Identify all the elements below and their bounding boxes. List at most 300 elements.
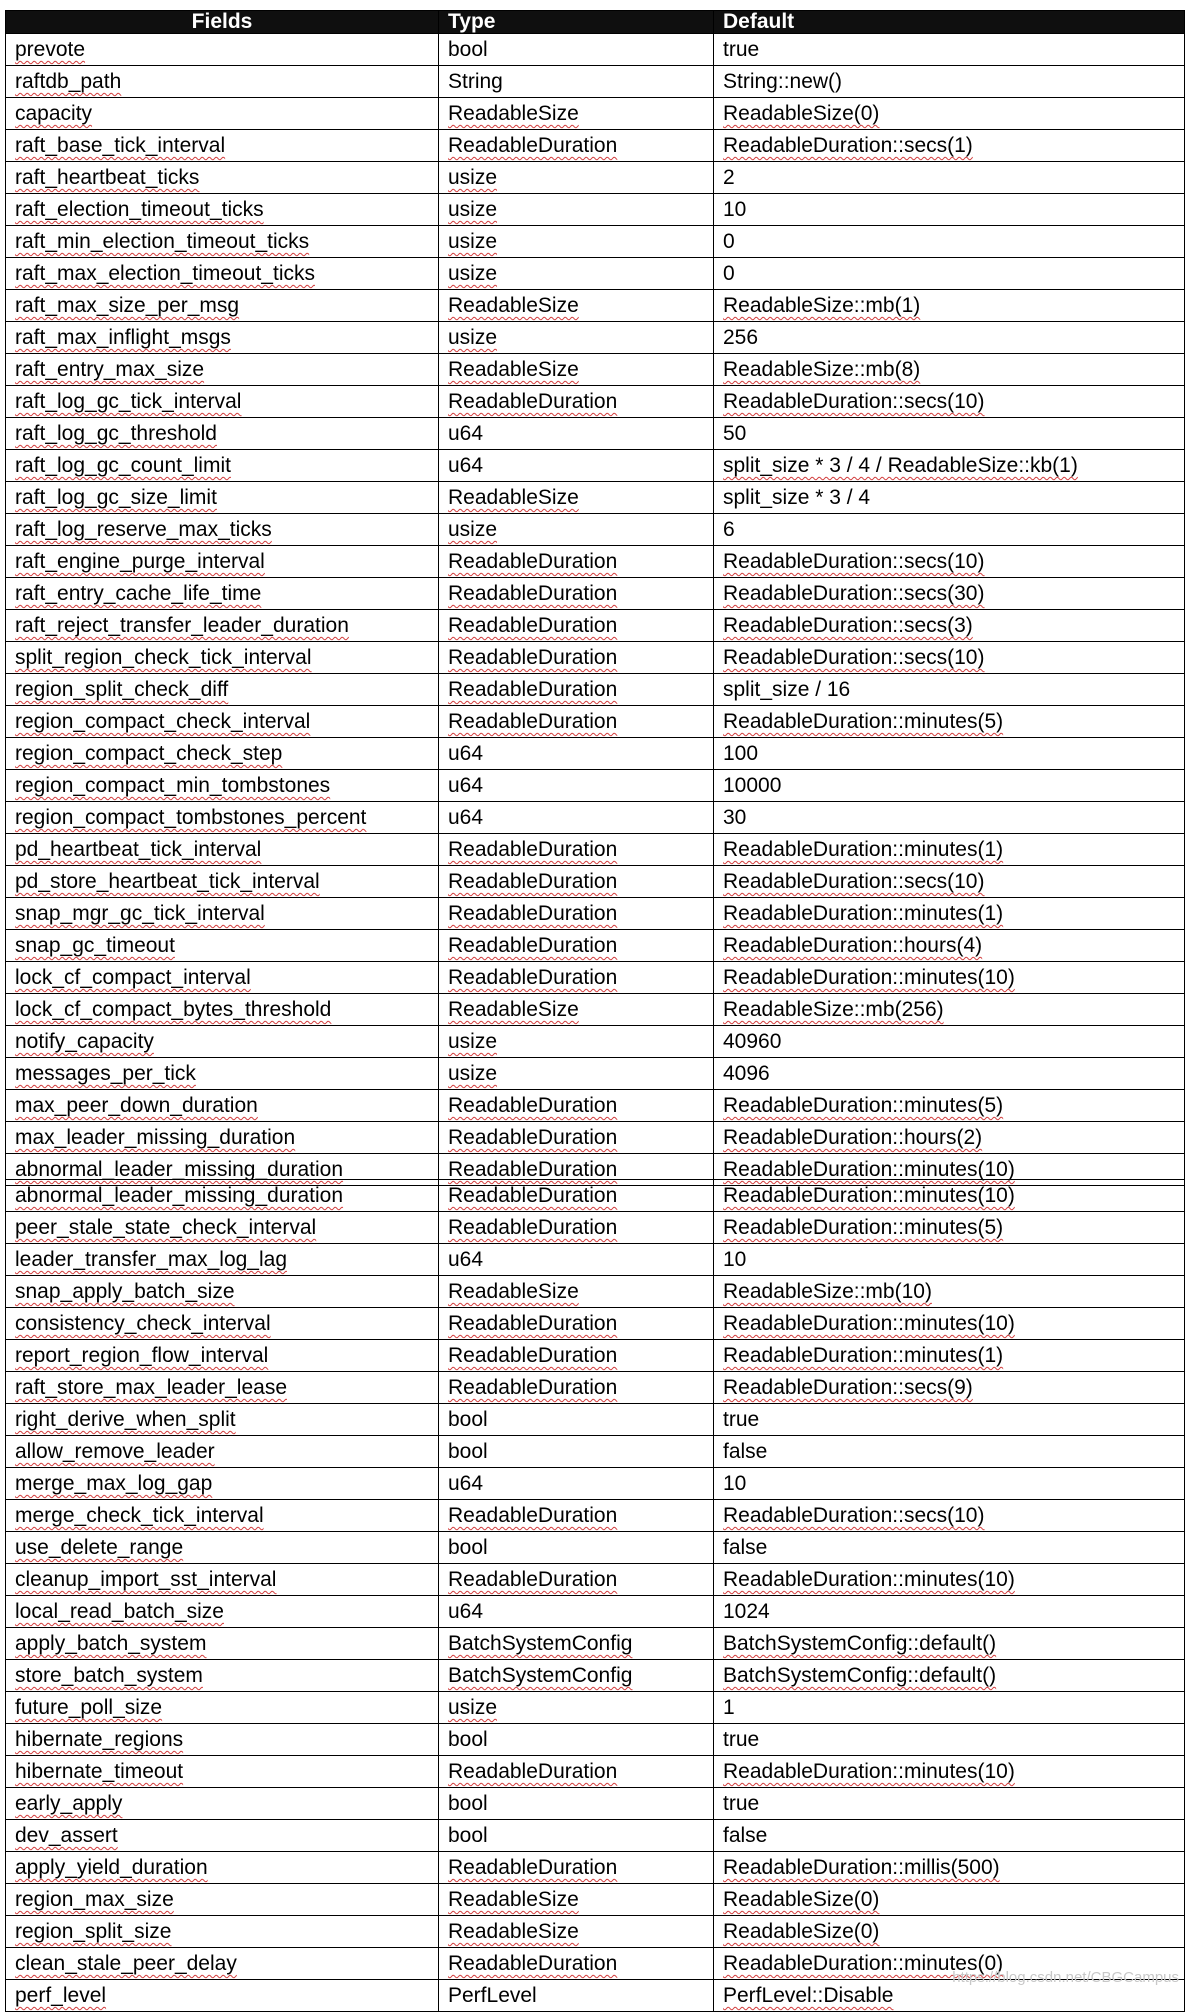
field-default-text: ReadableDuration::minutes(10) xyxy=(723,1760,1015,1783)
field-name-cell xyxy=(6,1026,439,1058)
field-default-text: BatchSystemConfig::default() xyxy=(723,1664,997,1687)
field-default-cell xyxy=(714,962,1185,994)
field-name-cell xyxy=(6,1180,439,1212)
field-name-text: hibernate_timeout xyxy=(15,1760,184,1783)
field-name-text: consistency_check_interval xyxy=(15,1312,271,1335)
watermark-text: https://blog.csdn.net/CBGCampus xyxy=(952,1969,1179,1986)
field-type-cell xyxy=(439,1788,714,1820)
field-name-text: cleanup_import_sst_interval xyxy=(15,1568,277,1591)
field-default-text: ReadableSize(0) xyxy=(723,102,880,125)
table-row xyxy=(6,1308,1185,1340)
field-default-text: true xyxy=(723,1408,760,1431)
table-row xyxy=(6,66,1185,98)
field-type-cell xyxy=(439,1692,714,1724)
field-name-cell xyxy=(6,1340,439,1372)
table-row xyxy=(6,802,1185,834)
field-type-cell xyxy=(439,802,714,834)
field-name-cell xyxy=(6,1564,439,1596)
field-name-cell xyxy=(6,1276,439,1308)
field-default-cell xyxy=(714,546,1185,578)
field-default-text: 10000 xyxy=(723,774,782,797)
table-row xyxy=(6,258,1185,290)
field-name-text: raft_engine_purge_interval xyxy=(15,550,265,573)
field-name-text: raft_store_max_leader_lease xyxy=(15,1376,287,1399)
field-type-text: ReadableDuration xyxy=(448,390,618,413)
field-type-text: usize xyxy=(448,198,498,221)
field-type-cell xyxy=(439,1500,714,1532)
field-type-text: ReadableDuration xyxy=(448,966,618,989)
field-type-text: u64 xyxy=(448,806,484,829)
field-default-text: ReadableDuration::minutes(10) xyxy=(723,1184,1015,1207)
field-default-text: split_size / 16 xyxy=(723,678,851,701)
field-type-cell xyxy=(439,1820,714,1852)
field-default-cell xyxy=(714,1628,1185,1660)
table-row xyxy=(6,450,1185,482)
field-type-text: BatchSystemConfig xyxy=(448,1632,633,1655)
field-type-text: ReadableSize xyxy=(448,998,579,1021)
field-name-cell xyxy=(6,1596,439,1628)
field-default-cell xyxy=(714,1058,1185,1090)
field-type-cell xyxy=(439,1532,714,1564)
field-type-cell xyxy=(439,194,714,226)
field-name-cell xyxy=(6,1980,439,2012)
field-type-text: usize xyxy=(448,230,498,253)
field-name-text: merge_check_tick_interval xyxy=(15,1504,264,1527)
field-type-text: ReadableSize xyxy=(448,358,579,381)
field-name-cell xyxy=(6,130,439,162)
field-default-text: ReadableDuration::secs(9) xyxy=(723,1376,973,1399)
field-type-cell xyxy=(439,1916,714,1948)
field-name-cell xyxy=(6,66,439,98)
field-type-text: u64 xyxy=(448,742,484,765)
field-name-cell xyxy=(6,1756,439,1788)
field-type-cell xyxy=(439,226,714,258)
field-default-text: ReadableDuration::hours(2) xyxy=(723,1126,983,1149)
field-name-text: raft_heartbeat_ticks xyxy=(15,166,200,189)
field-default-text: 10 xyxy=(723,198,747,221)
field-type-text: ReadableDuration xyxy=(448,1126,618,1149)
field-default-cell xyxy=(714,1308,1185,1340)
table-row xyxy=(6,1212,1185,1244)
field-type-text: ReadableDuration xyxy=(448,1094,618,1117)
table-row xyxy=(6,1884,1185,1916)
field-name-text: raft_max_election_timeout_ticks xyxy=(15,262,315,285)
table-row xyxy=(6,1852,1185,1884)
field-type-text: ReadableDuration xyxy=(448,1376,618,1399)
field-type-text: ReadableDuration xyxy=(448,1312,618,1335)
field-default-cell xyxy=(714,1788,1185,1820)
table-row xyxy=(6,1916,1185,1948)
field-default-cell xyxy=(714,1090,1185,1122)
field-default-text: 2 xyxy=(723,166,735,189)
field-name-text: raft_max_inflight_msgs xyxy=(15,326,231,349)
field-type-text: ReadableDuration xyxy=(448,1952,618,1975)
field-default-cell xyxy=(714,1820,1185,1852)
field-type-cell xyxy=(439,642,714,674)
field-default-text: ReadableDuration::secs(10) xyxy=(723,1504,985,1527)
field-default-text: 0 xyxy=(723,262,735,285)
field-default-text: true xyxy=(723,1728,760,1751)
field-default-cell xyxy=(714,834,1185,866)
field-type-text: usize xyxy=(448,262,498,285)
field-name-text: abnormal_leader_missing_duration xyxy=(15,1184,344,1207)
field-type-text: ReadableDuration xyxy=(448,1504,618,1527)
field-type-text: usize xyxy=(448,1030,498,1053)
field-type-cell xyxy=(439,1468,714,1500)
field-type-cell xyxy=(439,450,714,482)
field-name-cell xyxy=(6,738,439,770)
field-name-cell xyxy=(6,1244,439,1276)
field-type-cell xyxy=(439,770,714,802)
field-name-cell xyxy=(6,1436,439,1468)
field-default-cell xyxy=(714,1404,1185,1436)
field-default-cell xyxy=(714,1596,1185,1628)
field-default-cell xyxy=(714,578,1185,610)
table-row xyxy=(6,162,1185,194)
table-row xyxy=(6,1122,1185,1154)
field-default-cell xyxy=(714,226,1185,258)
table-row xyxy=(6,1244,1185,1276)
field-name-cell xyxy=(6,1122,439,1154)
table-row xyxy=(6,194,1185,226)
table-row xyxy=(6,834,1185,866)
field-name-text: pd_heartbeat_tick_interval xyxy=(15,838,262,861)
field-type-cell xyxy=(439,66,714,98)
table-row xyxy=(6,1596,1185,1628)
field-name-text: region_split_size xyxy=(15,1920,172,1943)
field-default-cell xyxy=(714,642,1185,674)
field-type-text: ReadableDuration xyxy=(448,870,618,893)
field-name-text: lock_cf_compact_bytes_threshold xyxy=(15,998,332,1021)
field-type-cell xyxy=(439,514,714,546)
field-name-text: raft_entry_max_size xyxy=(15,358,205,381)
field-default-cell xyxy=(714,322,1185,354)
field-default-text: 4096 xyxy=(723,1062,770,1085)
field-default-text: ReadableDuration::secs(30) xyxy=(723,582,985,605)
table-row xyxy=(6,674,1185,706)
field-name-cell xyxy=(6,1404,439,1436)
table-row xyxy=(6,130,1185,162)
field-default-text: ReadableDuration::secs(10) xyxy=(723,870,985,893)
field-name-text: region_split_check_diff xyxy=(15,678,229,701)
table-row xyxy=(6,994,1185,1026)
field-default-cell xyxy=(714,450,1185,482)
field-default-cell xyxy=(714,130,1185,162)
field-name-cell xyxy=(6,1212,439,1244)
header-type: Type xyxy=(439,11,714,34)
field-default-cell xyxy=(714,674,1185,706)
table-row xyxy=(6,1468,1185,1500)
field-type-cell xyxy=(439,1212,714,1244)
field-name-text: snap_gc_timeout xyxy=(15,934,175,957)
field-name-text: raftdb_path xyxy=(15,70,122,93)
field-type-text: PerfLevel xyxy=(448,1984,537,2007)
field-name-text: hibernate_regions xyxy=(15,1728,184,1751)
table-row xyxy=(6,1276,1185,1308)
field-type-cell xyxy=(439,1372,714,1404)
field-type-cell xyxy=(439,1276,714,1308)
field-type-cell xyxy=(439,1980,714,2012)
table-body-top xyxy=(6,34,1185,1186)
field-name-cell xyxy=(6,1660,439,1692)
field-type-text: BatchSystemConfig xyxy=(448,1664,633,1687)
field-default-text: ReadableDuration::minutes(10) xyxy=(723,1158,1015,1181)
field-default-cell xyxy=(714,738,1185,770)
table-row xyxy=(6,1788,1185,1820)
field-name-text: capacity xyxy=(15,102,93,125)
field-default-cell xyxy=(714,802,1185,834)
field-type-cell xyxy=(439,1058,714,1090)
table-row xyxy=(6,418,1185,450)
table-row xyxy=(6,962,1185,994)
table-row xyxy=(6,1500,1185,1532)
field-type-cell xyxy=(439,1724,714,1756)
field-default-text: ReadableSize(0) xyxy=(723,1920,880,1943)
field-type-text: ReadableSize xyxy=(448,1920,579,1943)
table-row xyxy=(6,514,1185,546)
field-type-text: ReadableDuration xyxy=(448,134,618,157)
field-name-cell xyxy=(6,1058,439,1090)
field-type-cell xyxy=(439,610,714,642)
field-default-cell xyxy=(714,66,1185,98)
field-type-cell xyxy=(439,1884,714,1916)
field-type-text: bool xyxy=(448,1792,488,1815)
field-name-text: max_leader_missing_duration xyxy=(15,1126,296,1149)
field-name-text: report_region_flow_interval xyxy=(15,1344,269,1367)
field-name-cell xyxy=(6,770,439,802)
field-default-text: 1024 xyxy=(723,1600,770,1623)
field-default-text: ReadableSize::mb(1) xyxy=(723,294,921,317)
field-default-cell xyxy=(714,1500,1185,1532)
field-type-cell xyxy=(439,546,714,578)
table-row xyxy=(6,1564,1185,1596)
field-name-cell xyxy=(6,1820,439,1852)
table-row xyxy=(6,1756,1185,1788)
field-name-text: raft_reject_transfer_leader_duration xyxy=(15,614,349,637)
field-name-text: future_poll_size xyxy=(15,1696,163,1719)
field-default-cell xyxy=(714,1724,1185,1756)
field-default-text: ReadableDuration::minutes(1) xyxy=(723,838,1004,861)
field-type-text: ReadableSize xyxy=(448,486,579,509)
field-name-text: early_apply xyxy=(15,1792,123,1815)
field-type-text: usize xyxy=(448,166,498,189)
field-name-text: perf_level xyxy=(15,1984,107,2007)
field-default-cell xyxy=(714,1212,1185,1244)
field-default-cell xyxy=(714,1532,1185,1564)
field-name-cell xyxy=(6,1692,439,1724)
field-name-cell xyxy=(6,258,439,290)
table-row xyxy=(6,706,1185,738)
field-default-text: 10 xyxy=(723,1472,747,1495)
field-type-text: bool xyxy=(448,1408,488,1431)
field-name-cell xyxy=(6,1948,439,1980)
field-name-cell xyxy=(6,1532,439,1564)
field-type-cell xyxy=(439,1756,714,1788)
field-name-text: notify_capacity xyxy=(15,1030,154,1053)
field-name-text: split_region_check_tick_interval xyxy=(15,646,312,669)
field-type-cell xyxy=(439,1404,714,1436)
field-default-text: ReadableDuration::minutes(5) xyxy=(723,1216,1004,1239)
field-type-cell xyxy=(439,322,714,354)
field-type-cell xyxy=(439,866,714,898)
table-row xyxy=(6,1180,1185,1212)
field-default-text: PerfLevel::Disable xyxy=(723,1984,894,2007)
field-default-cell xyxy=(714,866,1185,898)
table-row xyxy=(6,1436,1185,1468)
field-name-cell xyxy=(6,450,439,482)
table-row xyxy=(6,738,1185,770)
field-type-text: u64 xyxy=(448,1248,484,1271)
field-type-text: String xyxy=(448,70,503,93)
field-type-cell xyxy=(439,1244,714,1276)
field-name-cell xyxy=(6,1500,439,1532)
field-default-text: ReadableDuration::millis(500) xyxy=(723,1856,1000,1879)
field-name-cell xyxy=(6,578,439,610)
table-row xyxy=(6,354,1185,386)
field-type-text: ReadableSize xyxy=(448,1280,579,1303)
field-default-text: ReadableDuration::minutes(10) xyxy=(723,1568,1015,1591)
table-row xyxy=(6,866,1185,898)
field-type-text: ReadableDuration xyxy=(448,614,618,637)
table-row xyxy=(6,1660,1185,1692)
field-type-cell xyxy=(439,1596,714,1628)
field-type-cell xyxy=(439,578,714,610)
field-type-cell xyxy=(439,290,714,322)
field-type-text: bool xyxy=(448,38,488,61)
field-name-text: pd_store_heartbeat_tick_interval xyxy=(15,870,320,893)
field-default-text: ReadableDuration::secs(10) xyxy=(723,390,985,413)
table-row xyxy=(6,930,1185,962)
table-row xyxy=(6,610,1185,642)
field-default-text: ReadableDuration::minutes(1) xyxy=(723,902,1004,925)
field-default-text: false xyxy=(723,1824,768,1847)
table-row xyxy=(6,1820,1185,1852)
field-default-cell xyxy=(714,706,1185,738)
field-name-cell xyxy=(6,706,439,738)
field-type-text: usize xyxy=(448,1696,498,1719)
field-default-text: true xyxy=(723,38,760,61)
field-type-cell xyxy=(439,482,714,514)
field-name-cell xyxy=(6,1468,439,1500)
table-row xyxy=(6,898,1185,930)
field-name-text: snap_mgr_gc_tick_interval xyxy=(15,902,265,925)
field-name-text: raft_base_tick_interval xyxy=(15,134,226,157)
field-name-cell xyxy=(6,994,439,1026)
table-row xyxy=(6,1090,1185,1122)
field-default-text: String::new() xyxy=(723,70,843,93)
field-default-cell xyxy=(714,1756,1185,1788)
table-row xyxy=(6,1340,1185,1372)
field-type-text: ReadableDuration xyxy=(448,902,618,925)
field-name-cell xyxy=(6,194,439,226)
table-row xyxy=(6,1532,1185,1564)
field-type-cell xyxy=(439,1628,714,1660)
field-default-cell xyxy=(714,1026,1185,1058)
field-name-cell xyxy=(6,226,439,258)
field-default-text: 10 xyxy=(723,1248,747,1271)
field-default-cell xyxy=(714,1564,1185,1596)
field-name-cell xyxy=(6,1788,439,1820)
config-table-top xyxy=(5,10,1185,1186)
table-row xyxy=(6,1026,1185,1058)
field-type-cell xyxy=(439,1122,714,1154)
field-type-text: ReadableDuration xyxy=(448,934,618,957)
field-default-text: ReadableDuration::secs(10) xyxy=(723,646,985,669)
field-name-cell xyxy=(6,290,439,322)
field-default-text: false xyxy=(723,1440,768,1463)
field-name-text: allow_remove_leader xyxy=(15,1440,215,1463)
field-type-cell xyxy=(439,1180,714,1212)
field-name-cell xyxy=(6,1090,439,1122)
field-name-cell xyxy=(6,546,439,578)
field-default-cell xyxy=(714,194,1185,226)
config-table-bottom xyxy=(5,1179,1185,2012)
field-type-cell xyxy=(439,1308,714,1340)
field-type-text: usize xyxy=(448,1062,498,1085)
field-name-cell xyxy=(6,642,439,674)
field-type-text: bool xyxy=(448,1536,488,1559)
field-default-text: split_size * 3 / 4 / ReadableSize::kb(1) xyxy=(723,454,1078,477)
field-default-cell xyxy=(714,1916,1185,1948)
field-name-cell xyxy=(6,98,439,130)
field-type-text: usize xyxy=(448,518,498,541)
field-type-cell xyxy=(439,1660,714,1692)
field-type-cell xyxy=(439,1564,714,1596)
field-type-cell xyxy=(439,34,714,66)
field-default-cell xyxy=(714,258,1185,290)
field-default-text: ReadableDuration::minutes(10) xyxy=(723,966,1015,989)
field-type-text: ReadableDuration xyxy=(448,550,618,573)
field-default-text: 6 xyxy=(723,518,735,541)
field-type-text: ReadableDuration xyxy=(448,678,618,701)
field-type-text: ReadableDuration xyxy=(448,710,618,733)
field-default-cell xyxy=(714,1852,1185,1884)
field-name-text: lock_cf_compact_interval xyxy=(15,966,251,989)
field-name-text: raft_election_timeout_ticks xyxy=(15,198,264,221)
field-name-text: raft_min_election_timeout_ticks xyxy=(15,230,310,253)
field-name-cell xyxy=(6,1852,439,1884)
field-name-text: local_read_batch_size xyxy=(15,1600,224,1623)
field-type-cell xyxy=(439,98,714,130)
field-type-text: ReadableDuration xyxy=(448,838,618,861)
field-type-cell xyxy=(439,354,714,386)
field-default-cell xyxy=(714,1340,1185,1372)
field-default-cell xyxy=(714,290,1185,322)
table-row xyxy=(6,1404,1185,1436)
field-name-cell xyxy=(6,418,439,450)
field-type-cell xyxy=(439,674,714,706)
field-type-cell xyxy=(439,162,714,194)
field-default-text: 100 xyxy=(723,742,759,765)
field-type-text: ReadableDuration xyxy=(448,582,618,605)
field-default-text: ReadableDuration::minutes(1) xyxy=(723,1344,1004,1367)
field-default-cell xyxy=(714,34,1185,66)
field-default-cell xyxy=(714,1180,1185,1212)
field-type-cell xyxy=(439,1436,714,1468)
field-type-text: u64 xyxy=(448,1600,484,1623)
field-type-cell xyxy=(439,706,714,738)
field-default-cell xyxy=(714,930,1185,962)
field-default-text: ReadableDuration::minutes(0) xyxy=(723,1952,1004,1975)
field-default-text: 50 xyxy=(723,422,747,445)
field-name-cell xyxy=(6,866,439,898)
field-type-cell xyxy=(439,962,714,994)
field-type-cell xyxy=(439,898,714,930)
field-name-text: use_delete_range xyxy=(15,1536,184,1559)
field-default-text: ReadableDuration::minutes(5) xyxy=(723,1094,1004,1117)
field-default-cell xyxy=(714,610,1185,642)
field-default-text: 30 xyxy=(723,806,747,829)
